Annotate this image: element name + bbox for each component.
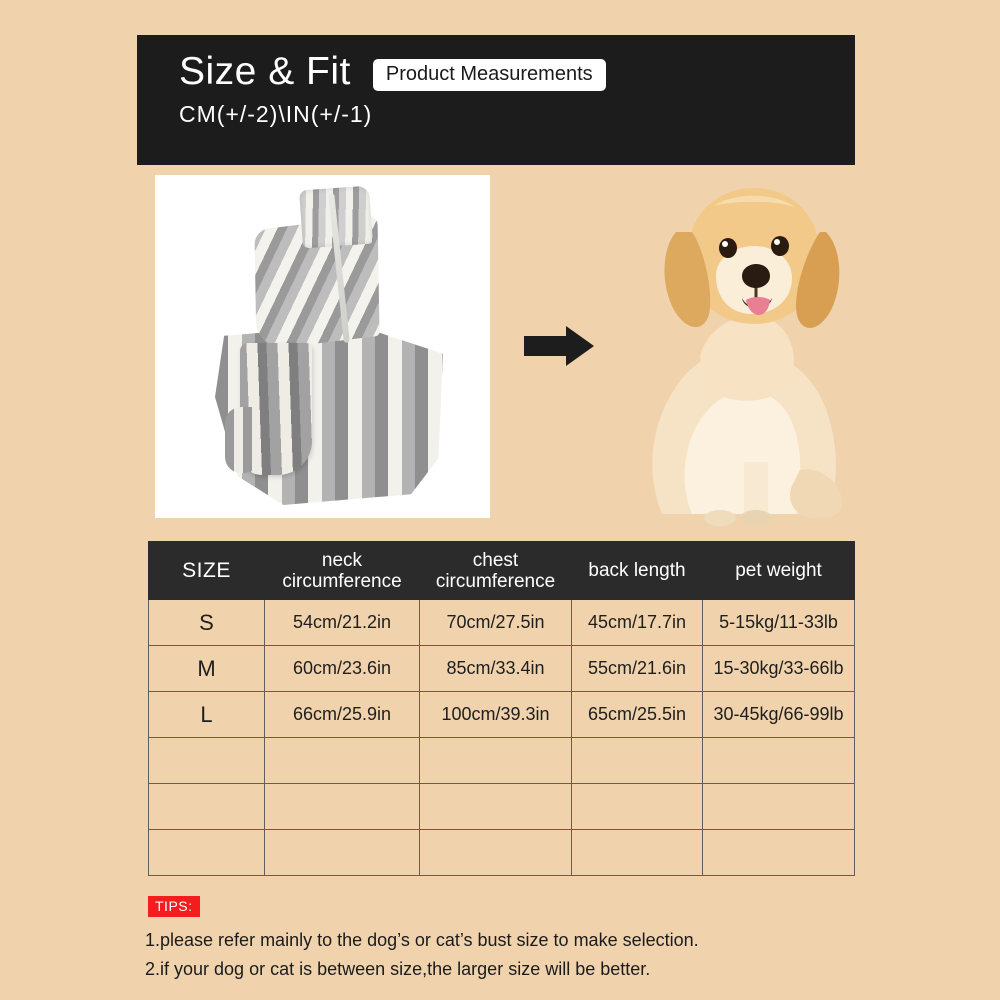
column-header-back-label: back length [588, 560, 686, 581]
cell-chest: 70cm/27.5in [420, 600, 572, 646]
table-row [149, 738, 855, 784]
pet-photo [604, 170, 874, 530]
cell-chest [420, 784, 572, 830]
cell-size: S [149, 600, 265, 646]
tips-line-2: 2.if your dog or cat is between size,the larger size will be better. [145, 959, 651, 979]
table-row [149, 692, 855, 738]
cell-size [149, 784, 265, 830]
column-header-weight-label: pet weight [735, 560, 822, 581]
table-row [149, 830, 855, 876]
column-header-pet-weight [703, 542, 855, 600]
tips-badge: TIPS: [148, 896, 200, 917]
golden-retriever-illustration [604, 170, 874, 530]
tolerance-note: CM(+/-2)\IN(+/-1) [179, 101, 373, 127]
table-row [149, 646, 855, 692]
cell-weight [703, 784, 855, 830]
cell-chest: 100cm/39.3in [420, 692, 572, 738]
cell-neck [265, 738, 420, 784]
tips-line-1: 1.please refer mainly to the dog’s or cat’s bust size to make selection. [145, 930, 699, 950]
column-header-size [149, 542, 265, 600]
product-image [155, 175, 490, 518]
cell-weight: 15-30kg/33-66lb [703, 646, 855, 692]
cell-back: 65cm/25.5in [572, 692, 703, 738]
product-measurements-badge: Product Measurements [373, 59, 606, 91]
table-header-row [149, 542, 855, 600]
size-chart-table [148, 541, 855, 876]
cell-neck [265, 784, 420, 830]
cell-size [149, 830, 265, 876]
table-header [149, 542, 855, 600]
table-row [149, 784, 855, 830]
size-and-fit-banner [137, 35, 855, 165]
cell-size: M [149, 646, 265, 692]
column-header-neck [265, 542, 420, 600]
column-header-neck-line2: circumference [282, 570, 402, 592]
cell-weight: 5-15kg/11-33lb [703, 600, 855, 646]
cell-back [572, 830, 703, 876]
cell-chest [420, 738, 572, 784]
arrow-right-icon [524, 324, 596, 368]
column-header-chest-line2: circumference [435, 570, 556, 592]
column-header-chest [420, 542, 572, 600]
table-body [149, 600, 855, 876]
cell-neck: 60cm/23.6in [265, 646, 420, 692]
cell-neck: 54cm/21.2in [265, 600, 420, 646]
cell-size [149, 738, 265, 784]
cell-chest [420, 830, 572, 876]
page-title: Size & Fit [179, 50, 351, 93]
robe-leg-strap [225, 407, 259, 473]
pet-bathrobe-illustration [155, 175, 490, 518]
cell-size: L [149, 692, 265, 738]
cell-weight: 30-45kg/66-99lb [703, 692, 855, 738]
cell-weight [703, 738, 855, 784]
cell-weight [703, 830, 855, 876]
cell-chest: 85cm/33.4in [420, 646, 572, 692]
cell-back: 45cm/17.7in [572, 600, 703, 646]
column-header-chest-line1: chest [472, 549, 519, 571]
banner-title-row [179, 49, 855, 95]
table-row [149, 600, 855, 646]
cell-back [572, 784, 703, 830]
column-header-neck-line1: neck [321, 549, 363, 571]
column-header-size-label: SIZE [182, 559, 231, 582]
cell-neck [265, 830, 420, 876]
cell-back [572, 738, 703, 784]
column-header-back-length [572, 542, 703, 600]
cell-neck: 66cm/25.9in [265, 692, 420, 738]
cell-back: 55cm/21.6in [572, 646, 703, 692]
